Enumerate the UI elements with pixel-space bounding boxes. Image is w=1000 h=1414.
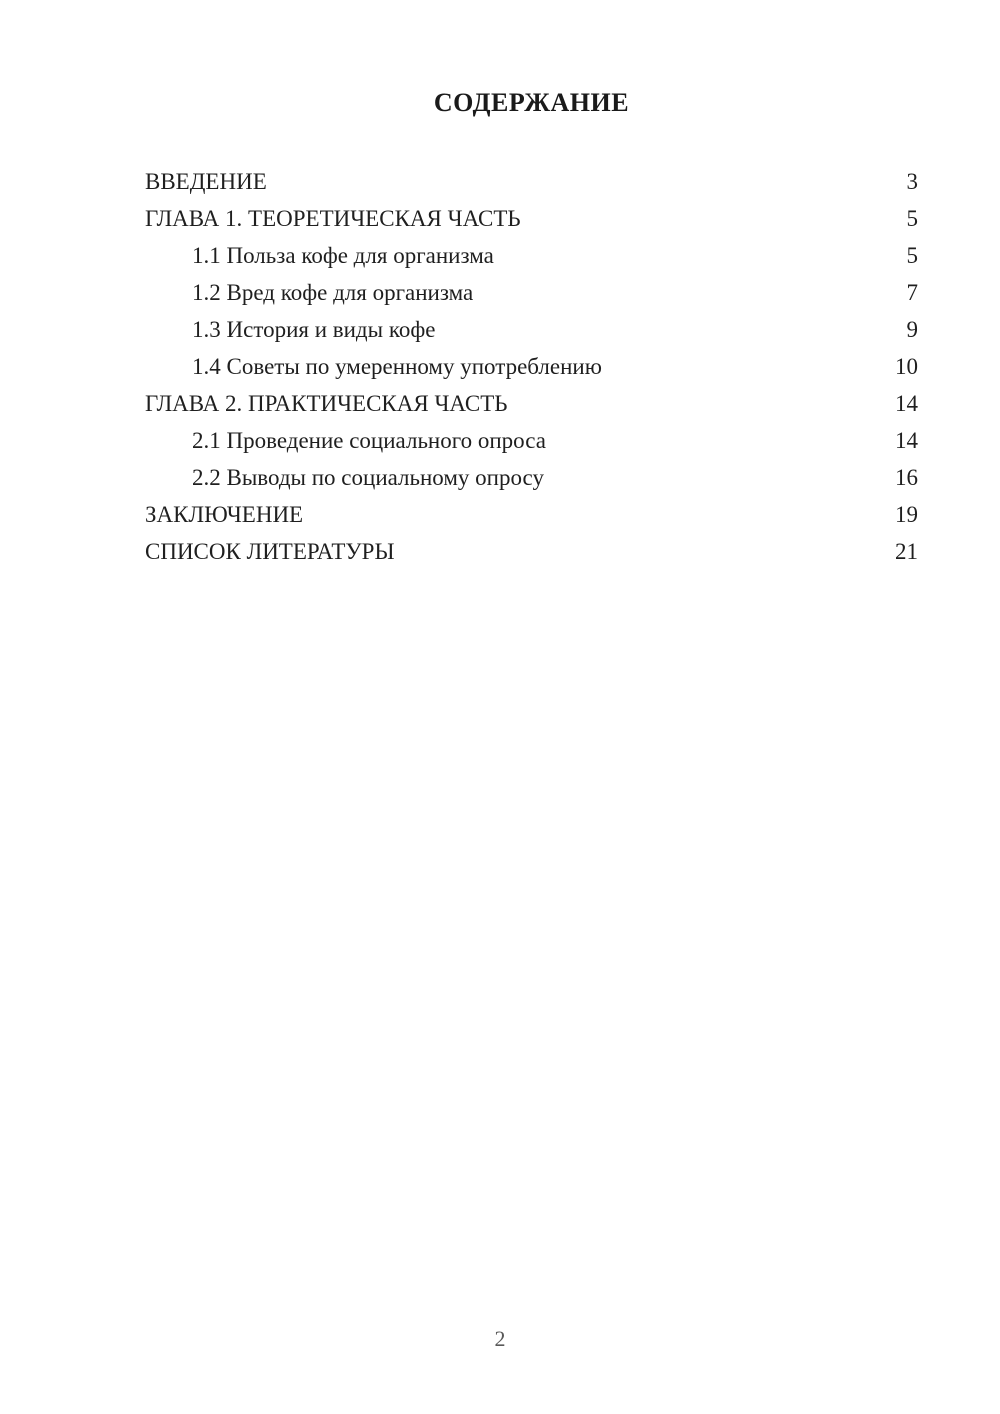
toc-entry-page: 9 <box>906 317 918 342</box>
toc-entry-page: 10 <box>895 354 918 379</box>
toc-entry-label: ЗАКЛЮЧЕНИЕ <box>145 502 304 527</box>
toc-entry-page: 5 <box>906 243 918 268</box>
toc-entry-label: ГЛАВА 1. ТЕОРЕТИЧЕСКАЯ ЧАСТЬ <box>145 206 521 231</box>
toc-row <box>145 274 918 311</box>
toc-entry-label: 1.4 Советы по умеренному употреблению <box>192 354 602 379</box>
toc-entry-label: 1.3 История и виды кофе <box>192 317 436 342</box>
toc-entry-page: 16 <box>895 465 918 490</box>
toc-entry-label: 1.1 Польза кофе для организма <box>192 243 494 268</box>
toc-row <box>145 311 918 348</box>
toc-row <box>145 200 918 237</box>
toc-entry-label: СПИСОК ЛИТЕРАТУРЫ <box>145 539 395 564</box>
toc-entry-label: 2.2 Выводы по социальному опросу <box>192 465 544 490</box>
toc-entry-page: 7 <box>906 280 918 305</box>
toc-row <box>145 163 918 200</box>
toc-entry-page: 3 <box>906 169 918 194</box>
toc-entry-page: 14 <box>895 391 918 416</box>
toc-entry-page: 21 <box>895 539 918 564</box>
toc-entry-label: ГЛАВА 2. ПРАКТИЧЕСКАЯ ЧАСТЬ <box>145 391 508 416</box>
toc-row <box>145 533 918 570</box>
toc-row <box>145 348 918 385</box>
toc-entry-label: ВВЕДЕНИЕ <box>145 169 267 194</box>
toc-row <box>145 459 918 496</box>
toc-row <box>145 237 918 274</box>
toc-entry-label: 1.2 Вред кофе для организма <box>192 280 474 305</box>
page-title: СОДЕРЖАНИЕ <box>433 88 630 117</box>
footer-page-number: 2 <box>494 1326 506 1351</box>
table-of-contents <box>145 163 918 570</box>
toc-row <box>145 422 918 459</box>
toc-entry-page: 5 <box>906 206 918 231</box>
toc-entry-label: 2.1 Проведение социального опроса <box>192 428 546 453</box>
toc-row <box>145 385 918 422</box>
toc-entry-page: 14 <box>895 428 918 453</box>
toc-entry-page: 19 <box>895 502 918 527</box>
toc-row <box>145 496 918 533</box>
